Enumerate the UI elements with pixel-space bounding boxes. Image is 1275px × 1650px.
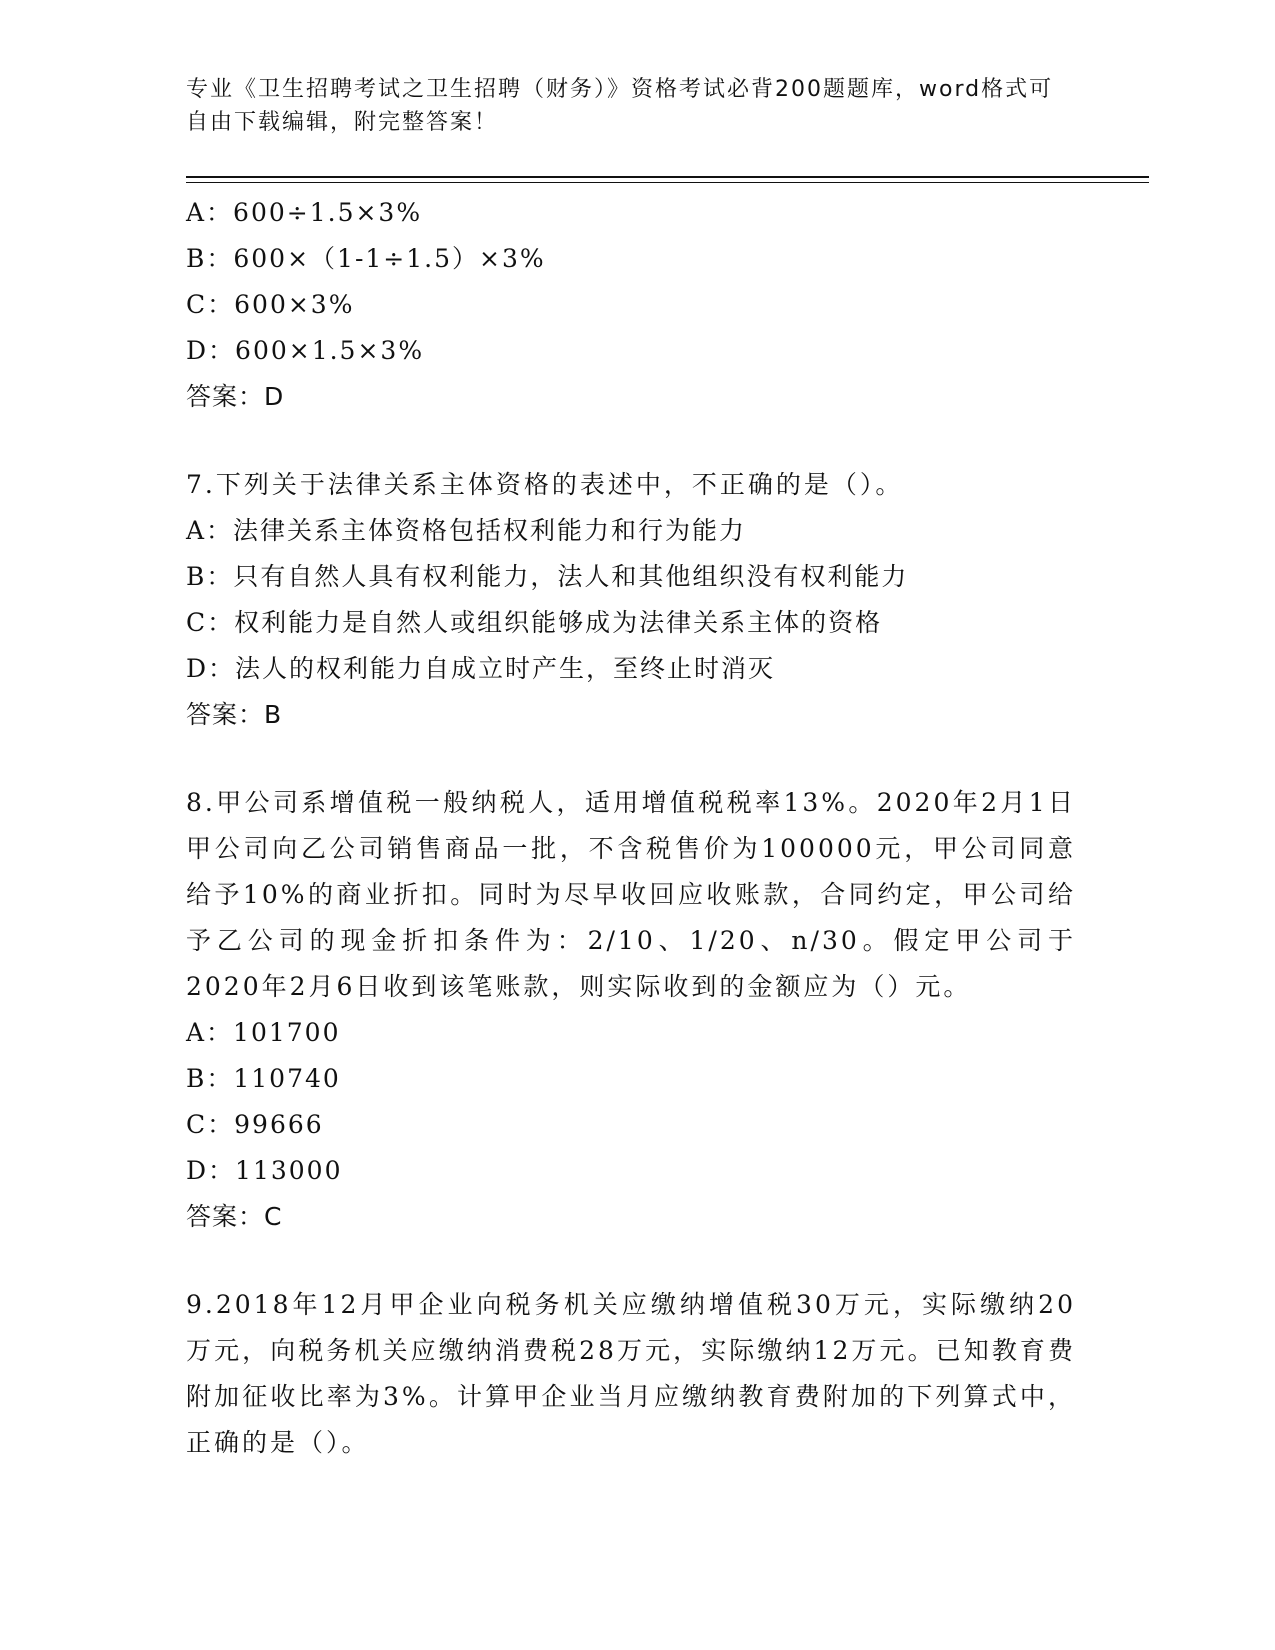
q7-option-c: C：权利能力是自然人或组织能够成为法律关系主体的资格 [186,608,883,637]
q7-option-b: B：只有自然人具有权利能力，法人和其他组织没有权利能力 [186,562,909,591]
q7-stem: 7.下列关于法律关系主体资格的表述中，不正确的是（）。 [186,470,904,499]
q7-option-d: D：法人的权利能力自成立时产生，至终止时消灭 [186,654,776,683]
q6-option-d: D：600×1.5×3% [186,336,425,365]
q6-option-a: A：600÷1.5×3% [186,198,423,227]
q8-option-d: D：113000 [186,1156,343,1185]
header-rule-thin [186,182,1149,183]
q6-option-c: C：600×3% [186,290,355,319]
q8-option-b: B：110740 [186,1064,341,1093]
header-rule-thick [186,176,1149,178]
q7-option-a: A：法律关系主体资格包括权利能力和行为能力 [186,516,747,545]
q8-option-a: A：101700 [186,1018,341,1047]
document-body [186,190,1076,1466]
q8-option-c: C：99666 [186,1110,324,1139]
document-header: 专业《卫生招聘考试之卫生招聘（财务）》资格考试必背200题题库，word格式可自由下载编辑，附完整答案！ [186,77,1054,135]
q6-answer: 答案：D [186,382,285,411]
q8-answer: 答案：C [186,1202,283,1231]
q6-option-b: B：600×（1-1÷1.5）×3% [186,244,546,273]
q9-stem: 9.2018年12月甲企业向税务机关应缴纳增值税30万元，实际缴纳20万元，向税务机关应缴纳消费税28万元，实际缴纳12万元。已知教育费附加征收比率为3%。计算甲企业当月应缴纳教育费附加的下列算式中，正确的是（）。 [186,1290,1076,1457]
q8-stem: 8.甲公司系增值税一般纳税人，适用增值税税率13%。2020年2月1日甲公司向乙公司销售商品一批，不含税售价为100000元，甲公司同意给予10%的商业折扣。同时为尽早收回应收账款，合同约定，甲公司给予乙公司的现金折扣条件为：2/10、1/20、n/30。假定甲公司于2020年2月6日收到该笔账款，则实际收到的金额应为（）元。 [186,788,1076,1001]
q7-answer: 答案：B [186,700,283,729]
